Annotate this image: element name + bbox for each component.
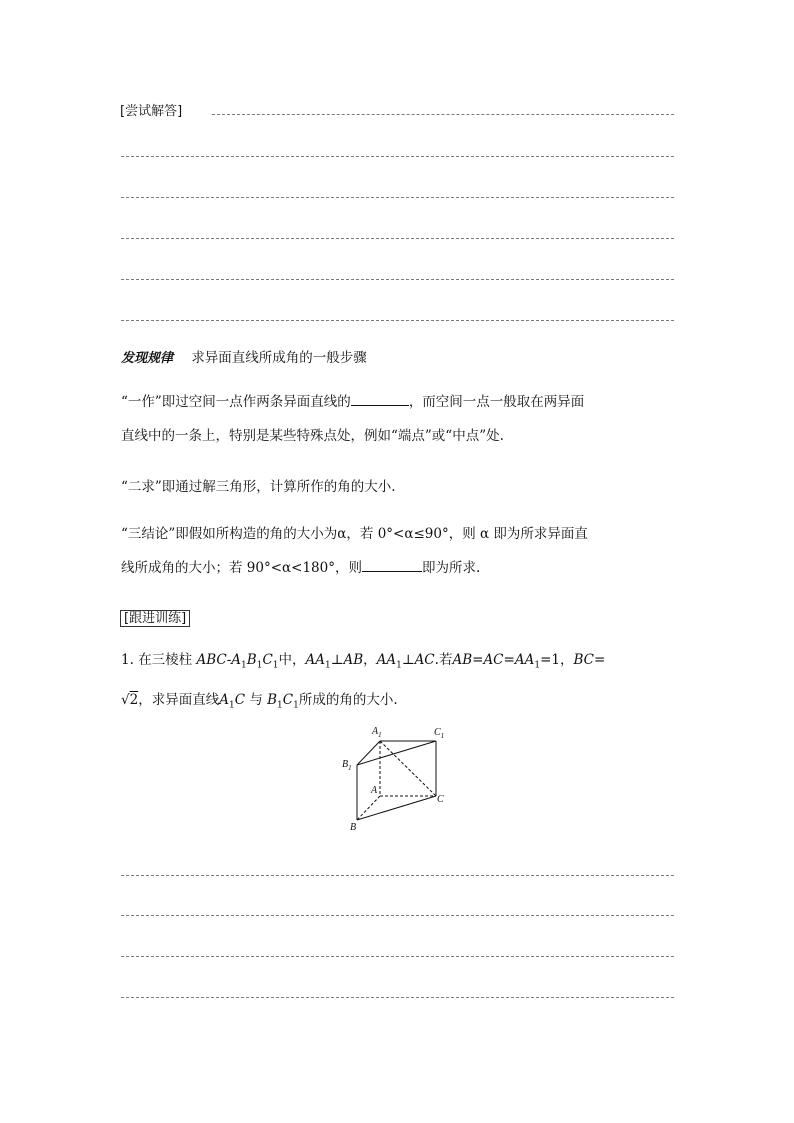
math-var: AB [343, 652, 364, 668]
label-C: C [437, 794, 444, 805]
math-var: B [246, 652, 257, 668]
math-var: C [234, 691, 246, 708]
problem-text: ， [363, 652, 377, 668]
math-sub: 1 [325, 660, 331, 671]
math-var: AA [514, 652, 535, 668]
answer-line[interactable] [121, 997, 674, 998]
math-var: AA [305, 652, 326, 668]
math-var: BC [573, 652, 594, 668]
prism-figure [330, 722, 460, 842]
math-num: 2 [129, 691, 139, 708]
label-A: A [371, 785, 378, 796]
step-one-paragraph [121, 385, 681, 453]
practice-label-box [120, 607, 190, 626]
problem-text: ， [559, 652, 574, 668]
math-var: AA [376, 652, 397, 668]
math-sub: 1 [534, 660, 541, 671]
math-sub: 1 [256, 660, 263, 671]
math-sub: 1 [277, 700, 283, 711]
math-sym: = [503, 652, 515, 668]
problem-text: 与 [249, 691, 263, 708]
math-var: AB [452, 652, 473, 668]
problem-text: 所成的角的大小. [298, 691, 398, 708]
math-sub: 1 [396, 660, 402, 671]
step-two-paragraph: “二求”即通过解三角形，计算所作的角的大小. [121, 479, 396, 495]
rule-tag: 发现规律 [121, 351, 174, 366]
step-one-text-cont: ，而空间一点一般取在两异面 [408, 394, 585, 410]
problem-1 [121, 643, 681, 722]
step-three-paragraph [121, 517, 681, 585]
math-var: C [262, 652, 273, 668]
problem-1-line2 [121, 683, 681, 723]
step-three-line2: 线所成角的大小；若 90°<α<180°，则 [121, 560, 362, 576]
problem-1-line1 [121, 643, 681, 683]
label-C1: $C_1$ [434, 727, 445, 740]
math-num: 1 [551, 652, 560, 668]
try-answer-label: [尝试解答] [120, 104, 183, 119]
math-sym: - [226, 652, 232, 668]
problem-number: 1. [121, 652, 134, 668]
math-var: AC [414, 652, 435, 668]
math-var: C [282, 691, 294, 708]
math-sym: = [540, 652, 552, 668]
label-B1: $B_1$ [342, 759, 352, 772]
perp-symbol: ⊥ [401, 652, 415, 668]
perp-symbol: ⊥ [330, 652, 344, 668]
fill-blank[interactable] [362, 557, 422, 572]
answer-line[interactable] [212, 114, 674, 115]
answer-line[interactable] [121, 279, 674, 280]
math-sub: 1 [241, 660, 247, 671]
problem-text: 在三棱柱 [138, 652, 193, 668]
rule-heading [121, 346, 367, 366]
math-sub: 1 [293, 700, 299, 711]
practice-label: [跟进训练] [120, 610, 190, 627]
answer-line[interactable] [121, 320, 674, 321]
answer-line[interactable] [121, 956, 674, 957]
step-one-text: “一作”即过空间一点作两条异面直线的 [121, 394, 351, 410]
problem-text: .若 [434, 652, 453, 668]
label-A1: $A_1$ [372, 726, 382, 739]
answer-line[interactable] [121, 915, 674, 916]
sqrt-symbol: √ [121, 691, 130, 708]
math-var: A [231, 652, 242, 668]
answer-line[interactable] [121, 875, 674, 876]
answer-line[interactable] [121, 197, 674, 198]
step-three-line2-end: 即为所求. [421, 560, 481, 576]
answer-line[interactable] [121, 238, 674, 239]
fill-blank[interactable] [351, 391, 409, 406]
answer-line[interactable] [121, 156, 674, 157]
math-sym: = [594, 652, 606, 668]
problem-text: 中， [278, 652, 306, 668]
math-var: ABC [196, 652, 227, 668]
math-sym: = [472, 652, 484, 668]
math-sub: 1 [272, 660, 279, 671]
math-var: AC [483, 652, 504, 668]
math-var: A [219, 691, 229, 708]
label-B: B [350, 822, 357, 833]
step-one-line2: 直线中的一条上，特别是某些特殊点处，例如“端点”或“中点”处. [121, 428, 504, 444]
math-var: B [267, 691, 278, 708]
math-sub: 1 [228, 700, 235, 711]
rule-title: 求异面直线所成角的一般步骤 [191, 350, 367, 366]
step-three-line1: “三结论”即假如所构造的角的大小为α，若 0°<α≤90°，则 α 即为所求异面直 [121, 526, 588, 542]
problem-text: ，求异面直线 [138, 691, 220, 708]
